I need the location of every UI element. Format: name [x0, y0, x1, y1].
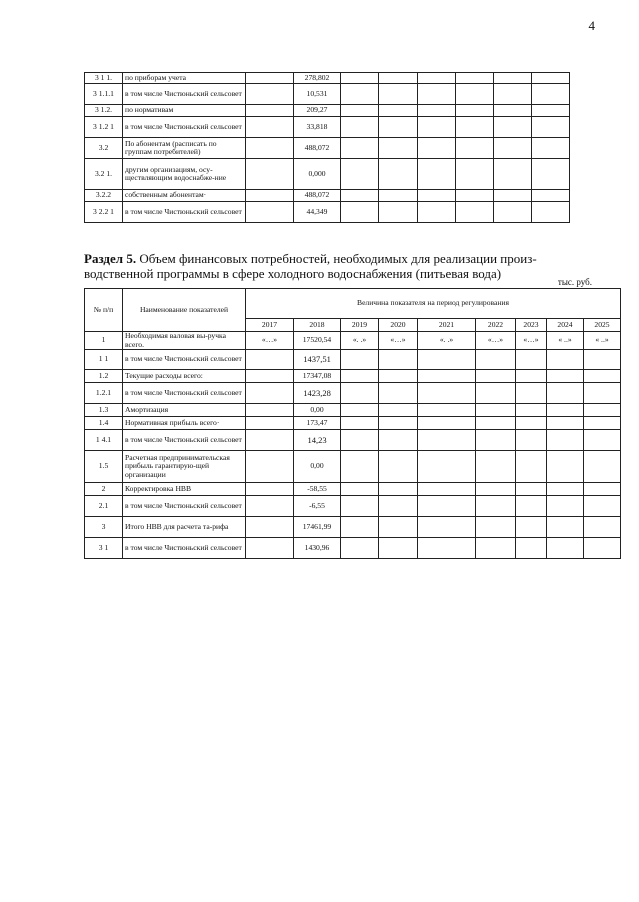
empty-cell	[341, 370, 379, 383]
header-group: Величина показателя на период регулирования	[246, 289, 621, 319]
year-header: 2023	[516, 319, 547, 332]
empty-cell	[418, 451, 476, 483]
row-value: 0,000	[294, 159, 341, 190]
empty-cell	[246, 517, 294, 538]
empty-cell	[516, 350, 547, 370]
row-number: 1.2	[85, 370, 123, 383]
empty-cell	[532, 73, 570, 84]
empty-cell	[341, 159, 379, 190]
row-name: собственным абонентам·	[123, 190, 246, 202]
empty-cell	[246, 84, 294, 105]
empty-cell	[476, 430, 516, 451]
empty-cell	[532, 84, 570, 105]
empty-cell	[476, 350, 516, 370]
table-row	[85, 190, 570, 202]
empty-cell	[246, 430, 294, 451]
empty-cell	[418, 370, 476, 383]
value-2018: -58,55	[294, 483, 341, 496]
empty-cell	[476, 496, 516, 517]
empty-cell	[476, 451, 516, 483]
empty-cell	[341, 538, 379, 559]
empty-cell	[341, 404, 379, 417]
empty-cell	[379, 451, 418, 483]
empty-cell	[584, 496, 621, 517]
empty-cell	[584, 538, 621, 559]
row-number: 1.3	[85, 404, 123, 417]
row-name: по нормативам	[123, 105, 246, 117]
table-row	[85, 105, 570, 117]
row-name: в том числе Чистюньский сельсовет	[123, 350, 246, 370]
empty-cell	[532, 159, 570, 190]
row-number: 1 1	[85, 350, 123, 370]
empty-cell	[418, 159, 456, 190]
value-2021: «. .»	[418, 332, 476, 350]
value-2019: «. .»	[341, 332, 379, 350]
empty-cell	[418, 417, 476, 430]
empty-cell	[532, 117, 570, 138]
section-label: Раздел 5.	[84, 251, 137, 266]
year-header: 2019	[341, 319, 379, 332]
header-name: Наименование показателей	[123, 289, 246, 332]
row-number: 3.2 1.	[85, 159, 123, 190]
empty-cell	[584, 370, 621, 383]
row-value: 488,072	[294, 138, 341, 159]
empty-cell	[547, 451, 584, 483]
empty-cell	[584, 430, 621, 451]
empty-cell	[516, 517, 547, 538]
value-2023: «…»	[516, 332, 547, 350]
empty-cell	[584, 451, 621, 483]
empty-cell	[456, 84, 494, 105]
empty-cell	[516, 383, 547, 404]
empty-cell	[547, 404, 584, 417]
empty-cell	[418, 138, 456, 159]
empty-cell	[494, 117, 532, 138]
table-row	[85, 538, 621, 559]
empty-cell	[516, 404, 547, 417]
empty-cell	[379, 159, 418, 190]
table-row	[85, 496, 621, 517]
empty-cell	[246, 159, 294, 190]
empty-cell	[547, 496, 584, 517]
row-number: 3 1.2 1	[85, 117, 123, 138]
empty-cell	[494, 190, 532, 202]
empty-cell	[341, 383, 379, 404]
empty-cell	[246, 538, 294, 559]
value-2017: «…»	[246, 332, 294, 350]
row-name: Необходимая валовая вы-ручка всего.	[123, 332, 246, 350]
table-row	[85, 383, 621, 404]
table-row	[85, 73, 570, 84]
empty-cell	[379, 84, 418, 105]
row-number: 1.4	[85, 417, 123, 430]
year-header: 2025	[584, 319, 621, 332]
section-title: Объем финансовых потребностей, необходимых для реализации произ-водственной программы в сфере холодного водоснабжения (питьевая вода)	[84, 251, 537, 281]
empty-cell	[494, 138, 532, 159]
value-2025: « ..»	[584, 332, 621, 350]
year-header: 2024	[547, 319, 584, 332]
empty-cell	[516, 538, 547, 559]
empty-cell	[494, 202, 532, 223]
row-value: 488,072	[294, 190, 341, 202]
empty-cell	[418, 430, 476, 451]
empty-cell	[476, 417, 516, 430]
empty-cell	[341, 517, 379, 538]
row-number: 1.5	[85, 451, 123, 483]
empty-cell	[341, 190, 379, 202]
page-number: 4	[588, 18, 595, 33]
row-name: Амортизация	[123, 404, 246, 417]
empty-cell	[547, 430, 584, 451]
empty-cell	[246, 417, 294, 430]
row-number: 2	[85, 483, 123, 496]
row-number: 3 1.1.1	[85, 84, 123, 105]
empty-cell	[476, 517, 516, 538]
row-number: 1 4.1	[85, 430, 123, 451]
year-header: 2017	[246, 319, 294, 332]
value-2018: 0,00	[294, 451, 341, 483]
unit-label: тыс. руб.	[557, 277, 592, 287]
empty-cell	[584, 517, 621, 538]
value-2018: 1430,96	[294, 538, 341, 559]
empty-cell	[246, 117, 294, 138]
row-number: 3 2.2 1	[85, 202, 123, 223]
empty-cell	[418, 190, 456, 202]
row-value: 10,531	[294, 84, 341, 105]
table-row	[85, 517, 621, 538]
value-2024: « ..»	[547, 332, 584, 350]
empty-cell	[532, 138, 570, 159]
consumption-table	[84, 72, 570, 223]
empty-cell	[418, 202, 456, 223]
value-2018: 1423,28	[294, 383, 341, 404]
empty-cell	[456, 105, 494, 117]
empty-cell	[379, 483, 418, 496]
empty-cell	[516, 451, 547, 483]
table-row	[85, 370, 621, 383]
empty-cell	[584, 417, 621, 430]
empty-cell	[379, 370, 418, 383]
empty-cell	[341, 84, 379, 105]
year-header: 2021	[418, 319, 476, 332]
empty-cell	[246, 404, 294, 417]
empty-cell	[456, 138, 494, 159]
value-2018: 0,00	[294, 404, 341, 417]
empty-cell	[418, 538, 476, 559]
empty-cell	[584, 483, 621, 496]
header-num: № п/п	[85, 289, 123, 332]
empty-cell	[246, 73, 294, 84]
row-value: 33,818	[294, 117, 341, 138]
empty-cell	[246, 138, 294, 159]
row-number: 3.2.2	[85, 190, 123, 202]
table-row	[85, 84, 570, 105]
row-name: в том числе Чистюньский сельсовет	[123, 496, 246, 517]
empty-cell	[516, 430, 547, 451]
empty-cell	[418, 383, 476, 404]
empty-cell	[584, 404, 621, 417]
value-2022: «…»	[476, 332, 516, 350]
empty-cell	[246, 350, 294, 370]
empty-cell	[418, 350, 476, 370]
empty-cell	[584, 350, 621, 370]
empty-cell	[494, 73, 532, 84]
empty-cell	[341, 496, 379, 517]
empty-cell	[341, 73, 379, 84]
row-name: другим организациям, осу-ществляющим водоснабже-ние	[123, 159, 246, 190]
empty-cell	[379, 496, 418, 517]
empty-cell	[418, 84, 456, 105]
empty-cell	[547, 350, 584, 370]
row-value: 209,27	[294, 105, 341, 117]
table-row	[85, 451, 621, 483]
empty-cell	[476, 383, 516, 404]
empty-cell	[341, 451, 379, 483]
empty-cell	[516, 370, 547, 383]
empty-cell	[584, 383, 621, 404]
empty-cell	[379, 190, 418, 202]
empty-cell	[476, 483, 516, 496]
row-name: По абонентам (расписать по группам потребителей)	[123, 138, 246, 159]
empty-cell	[418, 117, 456, 138]
empty-cell	[246, 496, 294, 517]
empty-cell	[494, 84, 532, 105]
empty-cell	[379, 417, 418, 430]
empty-cell	[547, 383, 584, 404]
empty-cell	[246, 190, 294, 202]
empty-cell	[456, 117, 494, 138]
empty-cell	[418, 517, 476, 538]
year-header: 2022	[476, 319, 516, 332]
empty-cell	[476, 370, 516, 383]
row-name: Расчетная предпринимательская прибыль гарантирую-щей организации	[123, 451, 246, 483]
row-number: 3	[85, 517, 123, 538]
empty-cell	[341, 483, 379, 496]
row-name: Нормативная прибыль всего·	[123, 417, 246, 430]
empty-cell	[379, 404, 418, 417]
empty-cell	[379, 350, 418, 370]
empty-cell	[547, 370, 584, 383]
empty-cell	[379, 117, 418, 138]
empty-cell	[341, 202, 379, 223]
financial-needs-table	[84, 288, 621, 559]
row-name: Корректировка НВВ	[123, 483, 246, 496]
value-2020: «…»	[379, 332, 418, 350]
empty-cell	[341, 417, 379, 430]
empty-cell	[418, 483, 476, 496]
value-2018: 17461,99	[294, 517, 341, 538]
row-name: по приборам учета	[123, 73, 246, 84]
empty-cell	[547, 417, 584, 430]
row-name: в том числе Чистюньский сельсовет	[123, 117, 246, 138]
empty-cell	[246, 370, 294, 383]
empty-cell	[379, 138, 418, 159]
empty-cell	[476, 404, 516, 417]
value-2018: 1437,51	[294, 350, 341, 370]
table-row	[85, 430, 621, 451]
empty-cell	[516, 496, 547, 517]
row-value: 278,802	[294, 73, 341, 84]
empty-cell	[341, 105, 379, 117]
row-name: Текущие расходы всего:	[123, 370, 246, 383]
row-name: в том числе Чистюньский сельсовет	[123, 538, 246, 559]
empty-cell	[246, 451, 294, 483]
table-row	[85, 483, 621, 496]
empty-cell	[516, 483, 547, 496]
empty-cell	[456, 73, 494, 84]
row-number: 1	[85, 332, 123, 350]
row-number: 3 1.2.	[85, 105, 123, 117]
row-name: в том числе Чистюньский сельсовет	[123, 202, 246, 223]
row-number: 3.2	[85, 138, 123, 159]
table-row	[85, 138, 570, 159]
value-2018: -6,55	[294, 496, 341, 517]
row-number: 2.1	[85, 496, 123, 517]
empty-cell	[246, 483, 294, 496]
empty-cell	[532, 202, 570, 223]
empty-cell	[476, 538, 516, 559]
empty-cell	[379, 202, 418, 223]
empty-cell	[341, 350, 379, 370]
empty-cell	[341, 138, 379, 159]
empty-cell	[341, 117, 379, 138]
empty-cell	[547, 483, 584, 496]
empty-cell	[418, 105, 456, 117]
row-name: в том числе Чистюньский сельсовет	[123, 84, 246, 105]
empty-cell	[379, 430, 418, 451]
table-row	[85, 202, 570, 223]
value-2018: 17347,08	[294, 370, 341, 383]
empty-cell	[547, 517, 584, 538]
empty-cell	[532, 190, 570, 202]
table-row	[85, 417, 621, 430]
empty-cell	[418, 496, 476, 517]
empty-cell	[456, 202, 494, 223]
empty-cell	[379, 538, 418, 559]
table-row	[85, 332, 621, 350]
table-row	[85, 404, 621, 417]
row-name: в том числе Чистюньский сельсовет	[123, 430, 246, 451]
year-header: 2020	[379, 319, 418, 332]
empty-cell	[379, 383, 418, 404]
value-2018: 17520,54	[294, 332, 341, 350]
empty-cell	[516, 417, 547, 430]
empty-cell	[246, 383, 294, 404]
empty-cell	[379, 105, 418, 117]
value-2018: 173,47	[294, 417, 341, 430]
empty-cell	[379, 73, 418, 84]
row-name: в том числе Чистюньский сельсовет	[123, 383, 246, 404]
empty-cell	[418, 404, 476, 417]
row-name: Итого НВВ для расчета та-рифа	[123, 517, 246, 538]
row-number: 3 1	[85, 538, 123, 559]
empty-cell	[246, 202, 294, 223]
empty-cell	[494, 159, 532, 190]
year-header: 2018	[294, 319, 341, 332]
table-row	[85, 350, 621, 370]
empty-cell	[246, 105, 294, 117]
row-value: 44,349	[294, 202, 341, 223]
empty-cell	[341, 430, 379, 451]
value-2018: 14,23	[294, 430, 341, 451]
empty-cell	[547, 538, 584, 559]
row-number: 3 1 1.	[85, 73, 123, 84]
empty-cell	[456, 159, 494, 190]
row-number: 1.2.1	[85, 383, 123, 404]
empty-cell	[494, 105, 532, 117]
empty-cell	[418, 73, 456, 84]
empty-cell	[532, 105, 570, 117]
table-row	[85, 159, 570, 190]
empty-cell	[456, 190, 494, 202]
table-row	[85, 117, 570, 138]
empty-cell	[379, 517, 418, 538]
